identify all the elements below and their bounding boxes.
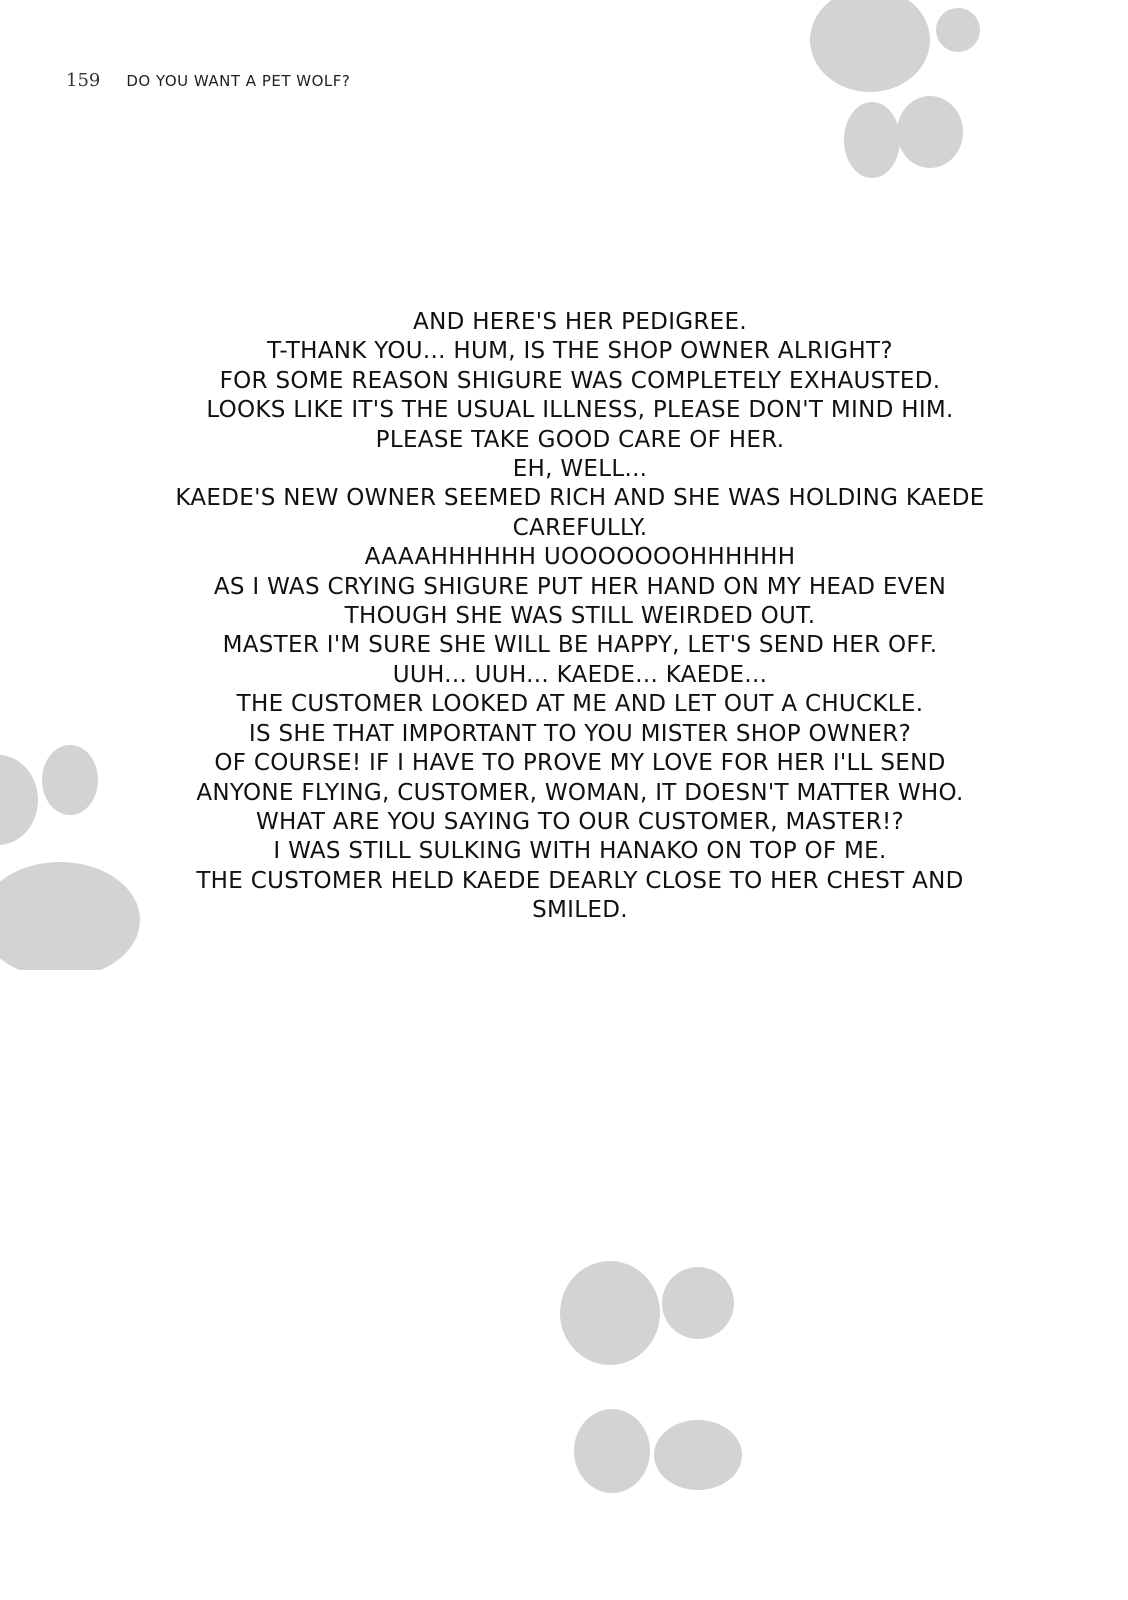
body-text: [150, 308, 1010, 926]
text-line: T-THANK YOU... HUM, IS THE SHOP OWNER ALRIGHT?: [267, 338, 893, 365]
text-line: SMILED.: [532, 897, 628, 924]
running-title: DO YOU WANT A PET WOLF?: [126, 72, 351, 90]
page-number: 159: [66, 70, 101, 91]
text-line: WHAT ARE YOU SAYING TO OUR CUSTOMER, MASTER!?: [255, 808, 905, 835]
text-line: EH, WELL...: [512, 456, 648, 483]
text-line: ANYONE FLYING, CUSTOMER, WOMAN, IT DOESN'T MATTER WHO.: [196, 779, 964, 806]
paw-print-icon: [550, 1255, 760, 1495]
text-line: THE CUSTOMER HELD KAEDE DEARLY CLOSE TO HER CHEST AND: [196, 867, 964, 894]
text-line: THE CUSTOMER LOOKED AT ME AND LET OUT A CHUCKLE.: [236, 691, 924, 718]
text-line: OF COURSE! IF I HAVE TO PROVE MY LOVE FOR HER I'LL SEND: [214, 750, 946, 777]
text-line: KAEDE'S NEW OWNER SEEMED RICH AND SHE WAS HOLDING KAEDE: [175, 485, 985, 512]
text-line: I WAS STILL SULKING WITH HANAKO ON TOP OF ME.: [273, 838, 887, 865]
text-line: LOOKS LIKE IT'S THE USUAL ILLNESS, PLEASE DON'T MIND HIM.: [206, 397, 954, 424]
text-line: THOUGH SHE WAS STILL WEIRDED OUT.: [344, 603, 816, 630]
text-line: AS I WAS CRYING SHIGURE PUT HER HAND ON MY HEAD EVEN: [213, 573, 947, 600]
paw-print-icon: [800, 0, 980, 180]
text-line: IS SHE THAT IMPORTANT TO YOU MISTER SHOP OWNER?: [248, 720, 912, 747]
text-line: AAAAHHHHHH UOOOOOOOHHHHHH: [364, 544, 796, 571]
text-line: CAREFULLY.: [512, 514, 648, 541]
text-line: UUH... UUH... KAEDE... KAEDE...: [392, 661, 768, 688]
text-line: PLEASE TAKE GOOD CARE OF HER.: [375, 426, 785, 453]
text-line: FOR SOME REASON SHIGURE WAS COMPLETELY EXHAUSTED.: [219, 367, 941, 394]
text-line: AND HERE'S HER PEDIGREE.: [413, 309, 747, 335]
text-line: MASTER I'M SURE SHE WILL BE HAPPY, LET'S SEND HER OFF.: [222, 632, 938, 659]
page-header: [66, 70, 350, 91]
paw-print-icon: [0, 730, 160, 970]
